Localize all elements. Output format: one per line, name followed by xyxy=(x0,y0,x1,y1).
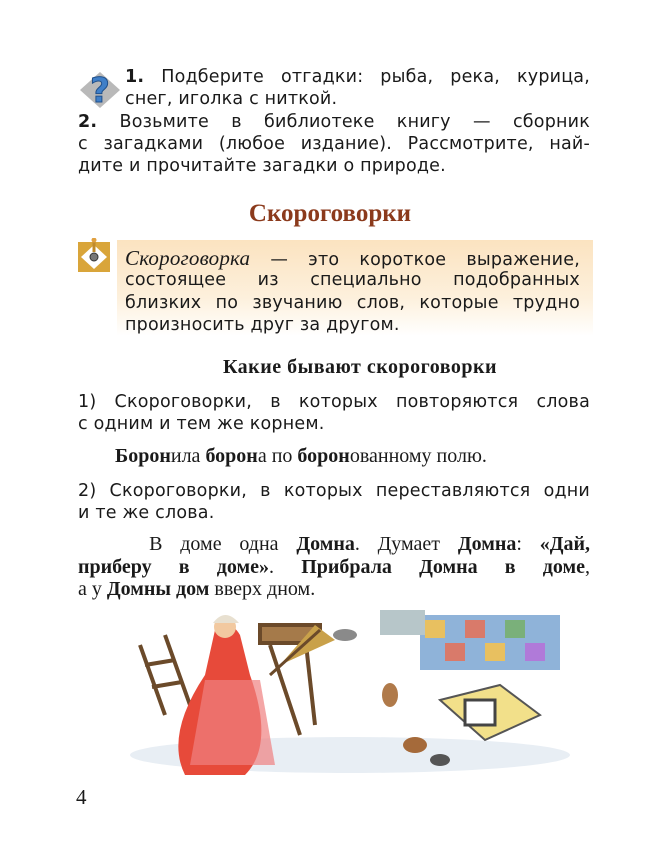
text: вверх дном. xyxy=(209,578,316,601)
italic-term: Скороговорка xyxy=(125,246,251,270)
text: В доме одна xyxy=(78,533,297,555)
text: а по xyxy=(257,445,298,467)
text-line xyxy=(125,314,580,336)
tasks xyxy=(78,66,590,177)
text: : xyxy=(516,533,540,555)
page-number: 4 xyxy=(76,785,87,809)
text: 1) Скороговорки, в которых повторяются слова xyxy=(78,392,590,412)
text: с одним и тем же корнем. xyxy=(78,414,325,435)
text: дите и прочитайте загадки о природе. xyxy=(78,156,446,177)
text-line xyxy=(78,502,590,524)
example-1 xyxy=(115,445,487,467)
text: снег, иголка с ниткой. xyxy=(125,89,338,110)
text-line xyxy=(78,391,590,413)
text-line xyxy=(78,413,590,435)
text-line xyxy=(78,556,590,579)
illustration-domna-cleaning xyxy=(120,605,582,777)
definition-text xyxy=(125,247,580,336)
text: состоящее из специально подобранных xyxy=(125,270,580,291)
text: произносить друг за другом. xyxy=(125,314,400,335)
text: Подберите отгадки: рыба, река, курица, xyxy=(144,67,590,87)
bold-text: Борон xyxy=(115,445,171,467)
text: с загадками (любое издание). Рассмотрите, най- xyxy=(78,133,590,154)
bold-text: 2. xyxy=(78,111,98,132)
text-line xyxy=(78,66,590,88)
subheading: Какие бывают скороговорки xyxy=(222,356,498,378)
text: а у xyxy=(78,578,107,601)
bold-text: «Дай, xyxy=(539,533,590,555)
text: ила xyxy=(170,445,206,467)
text-line xyxy=(125,269,580,291)
text: , xyxy=(585,555,590,578)
text-line xyxy=(115,445,487,467)
text-line xyxy=(78,155,590,177)
bold-text: Домна xyxy=(296,533,355,555)
type-2-description xyxy=(78,480,590,525)
text: — это короткое выражение, xyxy=(250,250,580,270)
svg-text:?: ? xyxy=(90,71,110,111)
text: близких по звучанию слов, которые трудно xyxy=(125,292,580,313)
bold-text: Домна xyxy=(457,533,517,555)
bold-text: Домны дом xyxy=(106,578,210,601)
bold-text: 1. xyxy=(125,67,145,87)
text-line xyxy=(78,480,590,502)
text-line xyxy=(125,292,580,314)
bold-text: борон xyxy=(205,445,258,467)
type-1-description xyxy=(78,391,590,436)
section-heading: Скороговорки xyxy=(248,200,412,227)
bold-text: борон xyxy=(297,445,350,467)
definition-icon xyxy=(78,238,112,274)
text-line xyxy=(78,533,590,556)
text: Возьмите в библиотеке книгу — сборник xyxy=(97,111,590,132)
example-2 xyxy=(78,533,590,601)
text-line xyxy=(78,578,590,601)
text: . xyxy=(269,555,302,578)
bold-text: Прибрала Домна в доме xyxy=(301,555,585,578)
text-line xyxy=(125,247,580,269)
text-line xyxy=(78,111,590,133)
text: ованному полю. xyxy=(349,445,487,467)
text: . Думает xyxy=(354,533,458,555)
text-line xyxy=(78,133,590,155)
bold-text: приберу в доме» xyxy=(78,555,270,578)
text: и те же слова. xyxy=(78,503,215,524)
text: 2) Скороговорки, в которых переставляются одни xyxy=(78,481,590,501)
text-line xyxy=(78,88,590,110)
